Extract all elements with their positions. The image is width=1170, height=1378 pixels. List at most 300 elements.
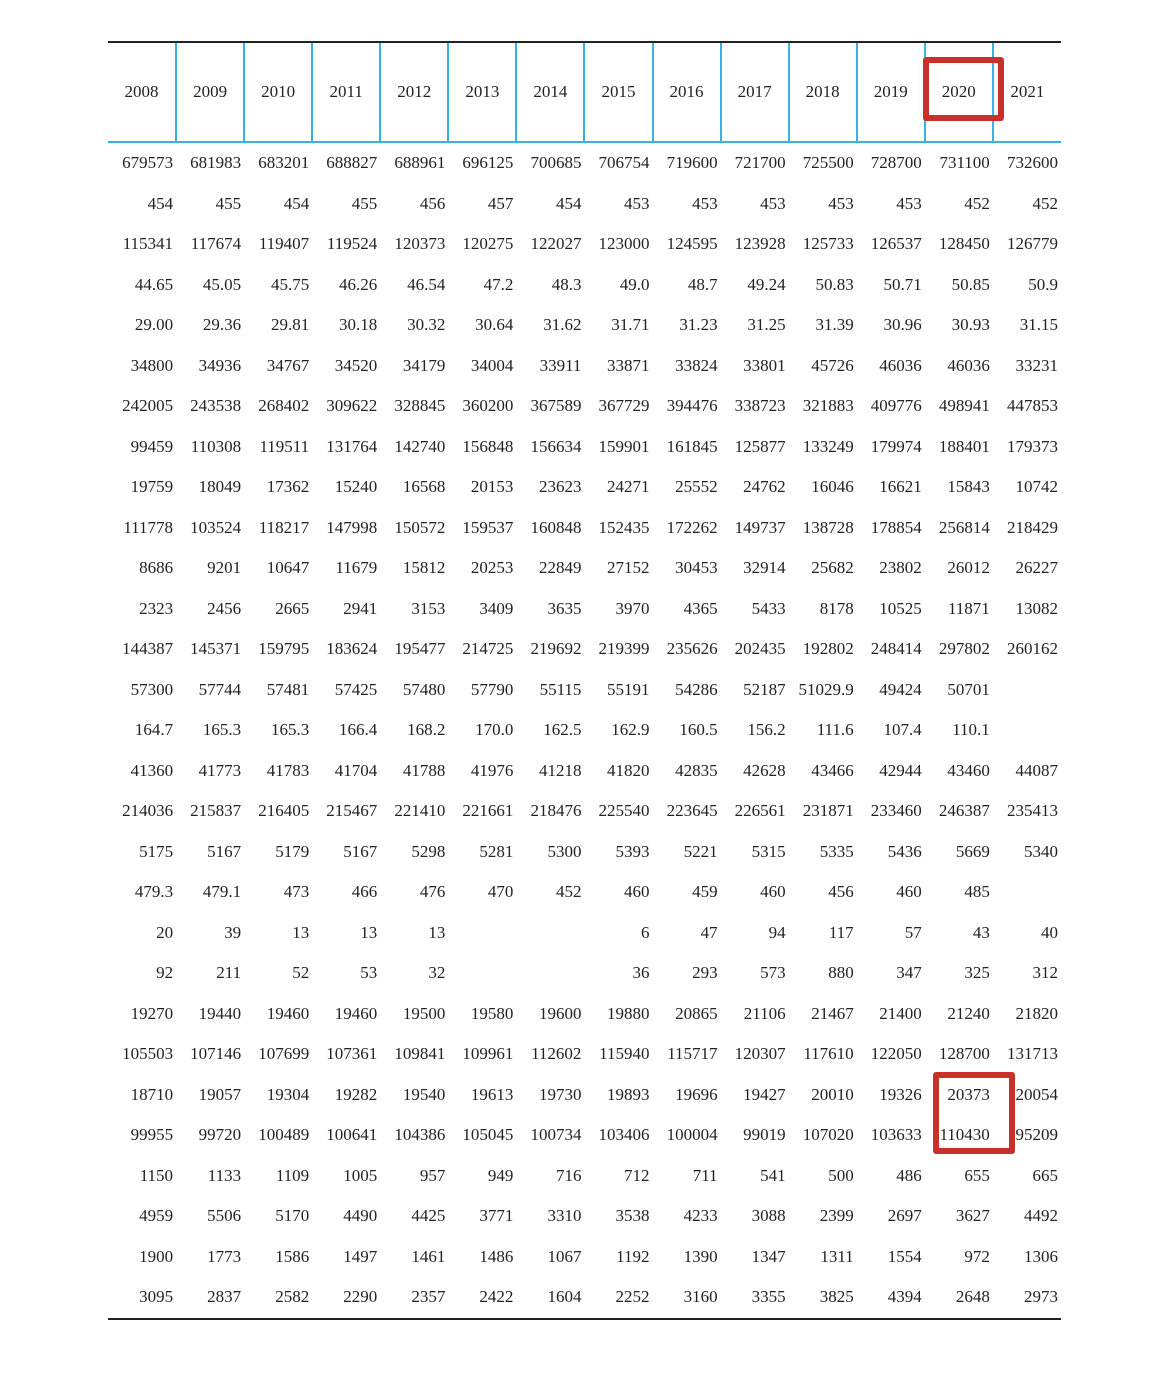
table-cell: 15843: [947, 477, 990, 497]
table-cell: 949: [487, 1165, 514, 1185]
table-cell: 5433: [751, 598, 786, 618]
table-cell: 479.3: [134, 882, 174, 902]
table-cell: 107146: [190, 1044, 242, 1064]
table-cell: 41704: [334, 760, 378, 780]
table-cell: 5175: [139, 841, 174, 861]
table-cell: 43460: [947, 760, 990, 780]
table-cell: 99019: [743, 1125, 786, 1145]
table-cell: 4490: [343, 1206, 378, 1226]
table-cell: 122050: [870, 1044, 922, 1064]
table-cell: 1311: [820, 1246, 854, 1266]
column-header-2009: 2009: [176, 42, 244, 142]
table-cell: 29.81: [270, 315, 310, 335]
table-cell: 3771: [479, 1206, 514, 1226]
table-cell: 1306: [1024, 1246, 1058, 1266]
table-cell: 452: [964, 193, 990, 213]
table-cell: 456: [419, 193, 446, 213]
table-cell: 1604: [516, 1277, 584, 1319]
table-cell: 26012: [947, 558, 990, 578]
table-cell: 105503: [122, 1044, 174, 1064]
table-cell: 2422: [448, 1277, 516, 1319]
table-cell: 688827: [326, 153, 378, 173]
table-cell: 233460: [870, 801, 922, 821]
table-cell: 312: [1032, 963, 1058, 983]
table-cell: 219399: [598, 639, 650, 659]
table-cell: 1773: [207, 1246, 242, 1266]
table-cell: 453: [624, 193, 650, 213]
table-cell: 122027: [530, 234, 582, 254]
table-cell: 219692: [530, 639, 582, 659]
table-cell: 20153: [470, 477, 514, 497]
table-cell: 2357: [380, 1277, 448, 1319]
header-row: [108, 42, 1061, 142]
table-cell: 161845: [666, 436, 718, 456]
table-cell: 107699: [258, 1044, 310, 1064]
table-cell: 120373: [394, 234, 446, 254]
column-header-2011: 2011: [312, 42, 380, 142]
table-cell: 25552: [675, 477, 718, 497]
table-cell: 156634: [530, 436, 582, 456]
table-cell: 34767: [266, 355, 310, 375]
table-cell: 453: [692, 193, 718, 213]
table-cell: 43466: [811, 760, 854, 780]
table-cell: 498941: [938, 396, 990, 416]
table-cell: 50.71: [883, 274, 922, 294]
table-cell: 103406: [598, 1125, 650, 1145]
table-cell: 473: [283, 882, 310, 902]
table-cell: 297802: [938, 639, 990, 659]
table-cell: 19282: [334, 1084, 378, 1104]
table-cell: 22849: [538, 558, 582, 578]
table-cell: 53: [360, 963, 378, 983]
table-cell: 725500: [802, 153, 854, 173]
table-cell: 115341: [122, 234, 174, 254]
table-cell: 19600: [538, 1003, 582, 1023]
table-row: [108, 1196, 1061, 1237]
table-cell: 120307: [734, 1044, 786, 1064]
table-cell: 5335: [819, 841, 854, 861]
table-cell: 4394: [857, 1277, 925, 1319]
table-cell: [993, 710, 1061, 751]
table-cell: 2665: [275, 598, 310, 618]
table-cell: 19057: [198, 1084, 242, 1104]
table-cell: 347: [896, 963, 922, 983]
table-cell: 57425: [334, 679, 378, 699]
table-cell: 41773: [198, 760, 242, 780]
table-cell: 719600: [666, 153, 718, 173]
table-cell: 1486: [479, 1246, 514, 1266]
table-cell: 235413: [1007, 801, 1058, 821]
table-cell: 21240: [947, 1003, 990, 1023]
table-cell: 30453: [675, 558, 718, 578]
table-cell: 1390: [683, 1246, 718, 1266]
table-cell: 103524: [190, 517, 242, 537]
table-cell: 5506: [207, 1206, 242, 1226]
table-cell: 3355: [721, 1277, 789, 1319]
table-cell: 34520: [334, 355, 378, 375]
table-cell: 2648: [925, 1277, 993, 1319]
table-cell: 138728: [802, 517, 854, 537]
table-cell: 52: [292, 963, 310, 983]
table-cell: 19460: [266, 1003, 310, 1023]
table-cell: 3825: [789, 1277, 857, 1319]
table-cell: [448, 953, 516, 994]
table-cell: 452: [1032, 193, 1058, 213]
table-cell: 41820: [607, 760, 650, 780]
table-cell: 4365: [683, 598, 718, 618]
table-cell: 20054: [1015, 1084, 1058, 1104]
table-cell: 149737: [734, 517, 786, 537]
table-cell: 235626: [666, 639, 718, 659]
table-cell: 321883: [802, 396, 854, 416]
column-header-2017: 2017: [721, 42, 789, 142]
table-cell: 4425: [411, 1206, 446, 1226]
table-cell: 30.32: [407, 315, 446, 335]
table-cell: 144387: [122, 639, 174, 659]
table-cell: 19880: [607, 1003, 650, 1023]
table-cell: 57300: [130, 679, 174, 699]
table-cell: 92: [156, 963, 174, 983]
table-cell: 44087: [1015, 760, 1058, 780]
table-cell: 117610: [803, 1044, 854, 1064]
table-cell: 145371: [190, 639, 242, 659]
table-cell: 100004: [666, 1125, 718, 1145]
table-cell: 57790: [470, 679, 514, 699]
table-cell: 20373: [947, 1084, 990, 1104]
table-cell: 111778: [123, 517, 174, 537]
table-cell: 2252: [584, 1277, 652, 1319]
table-cell: [993, 872, 1061, 913]
table-cell: 3160: [653, 1277, 721, 1319]
table-cell: 696125: [462, 153, 514, 173]
table-cell: 48.7: [687, 274, 718, 294]
table-cell: 41788: [402, 760, 446, 780]
table-cell: [993, 670, 1061, 711]
table-cell: 156848: [462, 436, 514, 456]
table-cell: 957: [419, 1165, 446, 1185]
table-cell: 394476: [666, 396, 718, 416]
table-cell: 162.9: [611, 720, 650, 740]
table-cell: 165.3: [202, 720, 242, 740]
table-cell: 110430: [939, 1125, 990, 1145]
table-cell: 5167: [343, 841, 378, 861]
table-cell: 1461: [411, 1246, 446, 1266]
table-cell: 29.36: [202, 315, 242, 335]
table-cell: 21400: [879, 1003, 922, 1023]
column-header-2012: 2012: [380, 42, 448, 142]
table-cell: 479.1: [202, 882, 242, 902]
table-cell: 3538: [615, 1206, 650, 1226]
table-cell: 3635: [547, 598, 582, 618]
table-cell: 221410: [394, 801, 446, 821]
column-header-2018: 2018: [789, 42, 857, 142]
table-cell: 19500: [402, 1003, 446, 1023]
column-header-2015: 2015: [584, 42, 652, 142]
table-cell: 486: [896, 1165, 922, 1185]
table-cell: 9201: [207, 558, 242, 578]
table-cell: 10647: [266, 558, 310, 578]
table-cell: 55191: [607, 679, 650, 699]
table-cell: 1497: [343, 1246, 378, 1266]
table-cell: 51029.9: [798, 679, 854, 699]
table-cell: 453: [828, 193, 854, 213]
table-cell: 13: [428, 922, 446, 942]
table-cell: 31.25: [747, 315, 786, 335]
table-cell: 104386: [394, 1125, 446, 1145]
table-cell: 188401: [938, 436, 990, 456]
table-cell: 260162: [1007, 639, 1058, 659]
table-cell: 31.15: [1019, 315, 1058, 335]
table-cell: 460: [624, 882, 650, 902]
table-cell: 21820: [1015, 1003, 1058, 1023]
table-cell: 202435: [734, 639, 786, 659]
table-cell: 31.71: [611, 315, 650, 335]
table-cell: 211: [216, 963, 242, 983]
table-cell: 2837: [176, 1277, 244, 1319]
table-cell: 32: [428, 963, 446, 983]
table-cell: 36: [632, 963, 650, 983]
table-cell: 231871: [802, 801, 854, 821]
column-header-2020: 2020: [925, 42, 993, 142]
table-cell: 131713: [1007, 1044, 1058, 1064]
table-row: [108, 265, 1061, 306]
table-cell: 20865: [675, 1003, 718, 1023]
table-cell: 452: [555, 882, 582, 902]
table-cell: 110308: [190, 436, 242, 456]
table-cell: 41360: [130, 760, 174, 780]
table-cell: 183624: [326, 639, 378, 659]
table-cell: 2290: [312, 1277, 380, 1319]
table-cell: 2941: [343, 598, 378, 618]
table-cell: 94: [768, 922, 786, 942]
table-cell: 223645: [666, 801, 718, 821]
table-cell: 453: [896, 193, 922, 213]
table-cell: 107020: [802, 1125, 854, 1145]
table-cell: 2973: [993, 1277, 1061, 1319]
table-cell: 19460: [334, 1003, 378, 1023]
table-cell: 49424: [879, 679, 922, 699]
table-cell: 50.85: [951, 274, 990, 294]
table-cell: 3088: [751, 1206, 786, 1226]
table-cell: 20: [156, 922, 174, 942]
table-cell: 17362: [266, 477, 310, 497]
table-cell: 31.23: [679, 315, 718, 335]
table-cell: 19696: [675, 1084, 718, 1104]
table-cell: 133249: [802, 436, 854, 456]
table-cell: 453: [760, 193, 786, 213]
table-cell: 1067: [547, 1246, 582, 1266]
table-cell: 19427: [743, 1084, 786, 1104]
table-row: [108, 710, 1061, 751]
table-cell: 455: [215, 193, 242, 213]
table-cell: 125877: [734, 436, 786, 456]
table-cell: 160.5: [679, 720, 718, 740]
table-cell: 118217: [258, 517, 310, 537]
table-cell: 100489: [258, 1125, 310, 1145]
table-cell: 44.65: [134, 274, 174, 294]
table-cell: 3970: [615, 598, 650, 618]
table-cell: 43: [972, 922, 990, 942]
table-cell: 105045: [462, 1125, 514, 1145]
table-cell: 470: [487, 882, 514, 902]
table-cell: 52187: [743, 679, 786, 699]
table-cell: 147998: [326, 517, 378, 537]
table-cell: 41218: [538, 760, 582, 780]
column-header-2016: 2016: [653, 42, 721, 142]
table-cell: 732600: [1007, 153, 1058, 173]
table-cell: 485: [964, 882, 990, 902]
table-cell: 119511: [259, 436, 310, 456]
table-cell: [516, 913, 584, 954]
table-cell: 55115: [539, 679, 582, 699]
table-cell: 30.64: [475, 315, 514, 335]
table-cell: 13: [360, 922, 378, 942]
table-cell: 454: [283, 193, 310, 213]
table-cell: 117674: [190, 234, 242, 254]
table-cell: 3153: [411, 598, 446, 618]
table-cell: 256814: [938, 517, 990, 537]
table-row: [108, 872, 1061, 913]
table-cell: 41783: [266, 760, 310, 780]
table-cell: 172262: [666, 517, 718, 537]
table-cell: 16046: [811, 477, 854, 497]
table-cell: 10742: [1015, 477, 1058, 497]
table-cell: 159537: [462, 517, 514, 537]
table-cell: 117: [828, 922, 854, 942]
table-cell: 447853: [1007, 396, 1058, 416]
table-cell: 972: [964, 1246, 990, 1266]
table-cell: 18710: [130, 1084, 174, 1104]
table-row: [108, 629, 1061, 670]
table-cell: 360200: [462, 396, 514, 416]
table-cell: 46.26: [339, 274, 378, 294]
table-cell: 170.0: [475, 720, 514, 740]
table-cell: 33871: [607, 355, 650, 375]
table-cell: 19893: [607, 1084, 650, 1104]
table-cell: 711: [692, 1165, 718, 1185]
table-cell: 4959: [139, 1206, 174, 1226]
table-cell: 125733: [802, 234, 854, 254]
table-cell: 30.18: [339, 315, 378, 335]
table-cell: 119407: [258, 234, 310, 254]
table-cell: 123000: [598, 234, 650, 254]
table-cell: 168.2: [407, 720, 446, 740]
table-cell: 100641: [326, 1125, 378, 1145]
table-cell: 13082: [1015, 598, 1058, 618]
table-cell: 39: [224, 922, 242, 942]
table-cell: 160848: [530, 517, 582, 537]
table-cell: 156.2: [747, 720, 786, 740]
table-cell: 23802: [879, 558, 922, 578]
table-cell: 1150: [139, 1165, 174, 1185]
data-table-container: [108, 41, 1061, 1320]
table-cell: 120275: [462, 234, 514, 254]
table-cell: 13: [292, 922, 310, 942]
table-cell: 721700: [734, 153, 786, 173]
table-cell: 24762: [743, 477, 786, 497]
table-cell: 215467: [326, 801, 378, 821]
table-cell: 242005: [122, 396, 174, 416]
table-cell: 19540: [402, 1084, 446, 1104]
table-cell: 166.4: [339, 720, 378, 740]
table-cell: 57481: [266, 679, 310, 699]
table-cell: 40: [1041, 922, 1058, 942]
table-cell: 700685: [530, 153, 582, 173]
table-cell: 215837: [190, 801, 242, 821]
table-cell: 109841: [394, 1044, 446, 1064]
table-cell: 225540: [598, 801, 650, 821]
table-row: [108, 994, 1061, 1035]
table-cell: 19580: [470, 1003, 514, 1023]
table-row: [108, 751, 1061, 792]
table-cell: 33231: [1015, 355, 1058, 375]
table-cell: 2323: [139, 598, 174, 618]
table-cell: 5298: [411, 841, 446, 861]
table-cell: 123928: [734, 234, 786, 254]
table-cell: 33911: [539, 355, 582, 375]
table-cell: 4233: [683, 1206, 718, 1226]
table-cell: 31.62: [543, 315, 582, 335]
table-cell: 115717: [667, 1044, 718, 1064]
table-row: [108, 1075, 1061, 1116]
table-cell: 15812: [402, 558, 446, 578]
table-cell: 126779: [1007, 234, 1058, 254]
table-row: [108, 953, 1061, 994]
table-cell: 19759: [130, 477, 174, 497]
table-cell: 34004: [470, 355, 514, 375]
table-cell: 179974: [870, 436, 922, 456]
table-cell: 24271: [607, 477, 650, 497]
table-cell: 731100: [939, 153, 990, 173]
table-cell: 218429: [1007, 517, 1058, 537]
table-cell: 246387: [938, 801, 990, 821]
table-cell: [448, 913, 516, 954]
table-cell: 111.6: [816, 720, 854, 740]
table-cell: 216405: [258, 801, 310, 821]
table-cell: 50.9: [1028, 274, 1058, 294]
table-cell: 49.24: [747, 274, 786, 294]
table-cell: 42835: [675, 760, 718, 780]
table-cell: 460: [896, 882, 922, 902]
table-cell: 18049: [198, 477, 242, 497]
table-cell: 1900: [139, 1246, 174, 1266]
table-cell: 131764: [326, 436, 378, 456]
table-cell: 19304: [266, 1084, 310, 1104]
table-cell: 5221: [683, 841, 718, 861]
table-cell: 4492: [1024, 1206, 1058, 1226]
table-cell: 466: [351, 882, 378, 902]
table-cell: 99955: [130, 1125, 174, 1145]
table-row: [108, 670, 1061, 711]
table-cell: 5669: [955, 841, 990, 861]
table-cell: 455: [351, 193, 378, 213]
table-cell: 159795: [258, 639, 310, 659]
table-cell: 218476: [530, 801, 582, 821]
table-cell: 456: [828, 882, 854, 902]
table-cell: 1554: [887, 1246, 922, 1266]
table-cell: 47.2: [483, 274, 514, 294]
table-cell: 46036: [947, 355, 990, 375]
table-cell: 5167: [207, 841, 242, 861]
table-cell: 338723: [734, 396, 786, 416]
table-cell: 541: [760, 1165, 786, 1185]
column-header-2008: 2008: [108, 42, 176, 142]
table-cell: 325: [964, 963, 990, 983]
table-cell: 2697: [887, 1206, 922, 1226]
table-row: [108, 1115, 1061, 1156]
table-cell: 268402: [258, 396, 310, 416]
table-cell: 110.1: [952, 720, 990, 740]
